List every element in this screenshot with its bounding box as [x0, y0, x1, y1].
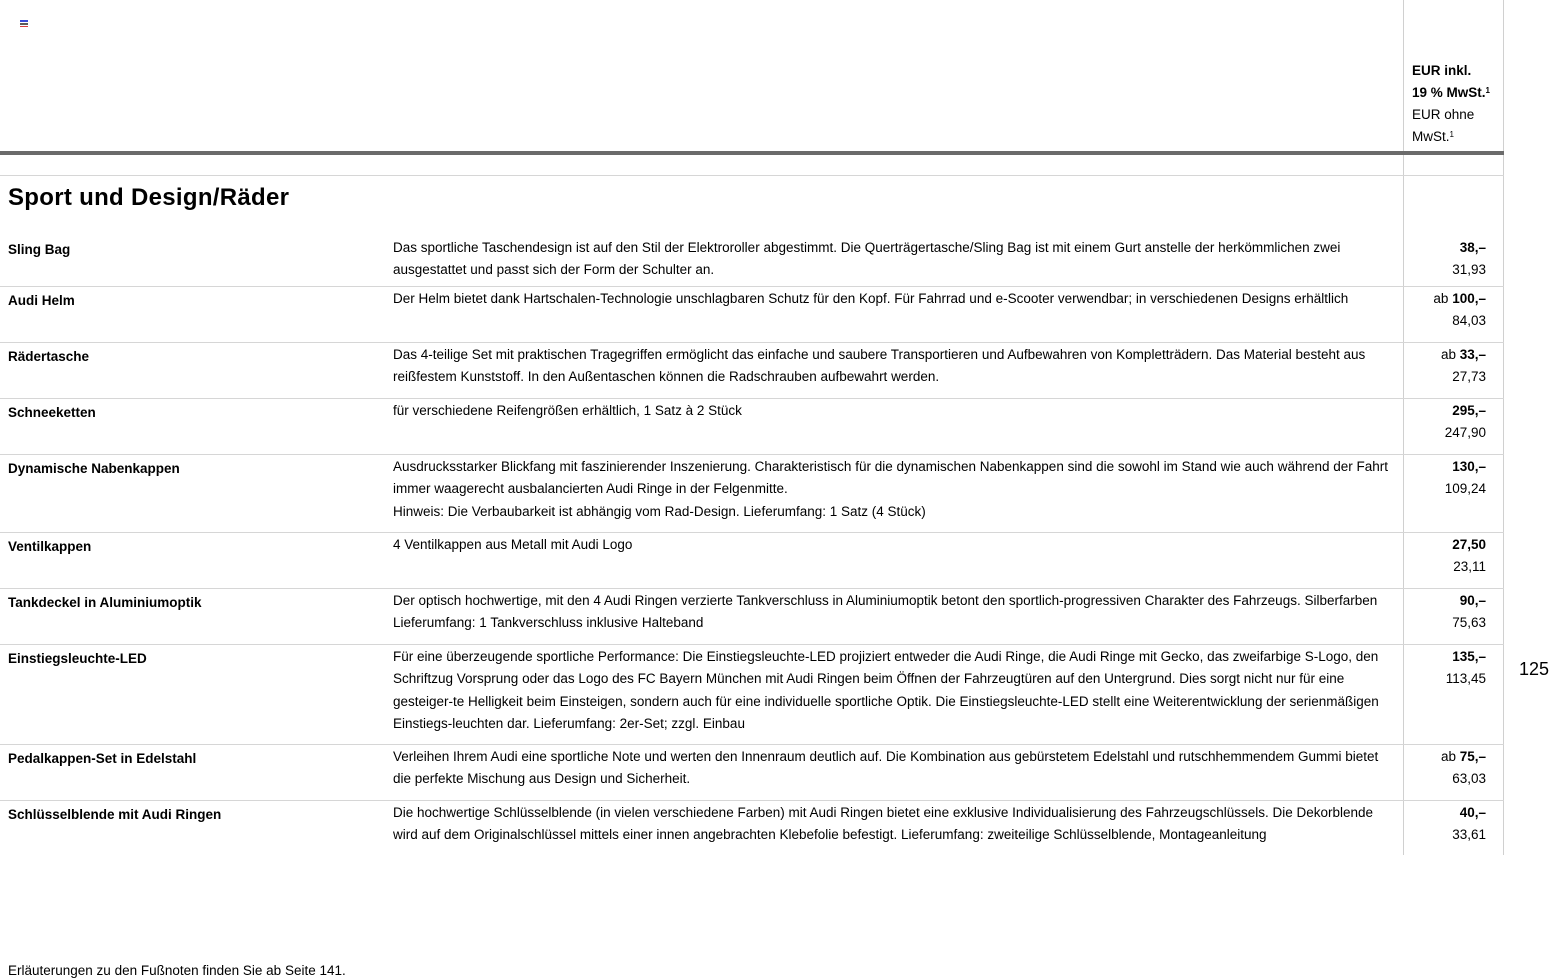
price-prefix: ab: [1440, 347, 1460, 362]
table-row: [0, 399, 1504, 455]
item-description: [393, 344, 1398, 389]
item-description-paragraph: Der Helm bietet dank Hartschalen-Technologie unschlagbaren Schutz für den Kopf. Für Fahrrad und e-Scooter verwendbar; in verschiedenen Designs erhältlich: [393, 291, 1349, 306]
price-gross: 135,–: [1452, 649, 1486, 664]
price-header-line3: EUR ohne: [1412, 107, 1475, 122]
item-price: [1396, 802, 1486, 847]
price-gross: 38,–: [1459, 240, 1486, 255]
price-prefix: ab: [1433, 291, 1453, 306]
price-header-line2: 19 % MwSt.: [1412, 85, 1486, 100]
price-gross: 295,–: [1452, 403, 1486, 418]
price-net: 27,73: [1452, 369, 1486, 385]
price-net: 109,24: [1444, 481, 1486, 497]
item-description-paragraph: Hinweis: Die Verbaubarkeit ist abhängig vom Rad-Design. Lieferumfang: 1 Satz (4 Stück): [393, 503, 926, 519]
price-net: 33,61: [1452, 827, 1486, 843]
item-description-paragraph: Das sportliche Taschendesign ist auf den Stil der Elektroroller abgestimmt. Die Querträgertasche/Sling Bag ist mit einem Gurt anstelle der herkömmlichen zwei ausgestattet und passt sich der Form der Schulter an.: [393, 240, 1341, 278]
table-row: [0, 343, 1504, 399]
item-price: [1396, 237, 1486, 282]
item-description: [393, 746, 1398, 791]
item-name: Pedalkappen-Set in Edelstahl: [8, 751, 197, 766]
accessory-table: [0, 236, 1504, 857]
item-price: [1396, 288, 1486, 333]
item-name: Einstiegsleuchte-LED: [8, 651, 147, 666]
price-prefix: ab: [1440, 749, 1460, 764]
item-name: Sling Bag: [8, 242, 71, 257]
price-net: 84,03: [1452, 313, 1486, 329]
item-description: [393, 802, 1398, 847]
price-gross: 27,50: [1452, 537, 1486, 552]
price-gross: 33,–: [1459, 347, 1486, 362]
table-row: [0, 589, 1504, 645]
item-price: [1396, 534, 1486, 579]
page-number: 125: [1519, 659, 1550, 679]
table-row: [0, 287, 1504, 343]
price-net: 31,93: [1452, 262, 1486, 278]
item-price: [1396, 344, 1486, 389]
item-description-paragraph: für verschiedene Reifengrößen erhältlich, 1 Satz à 2 Stück: [393, 403, 742, 418]
price-net: 113,45: [1445, 671, 1486, 687]
table-row: [0, 533, 1504, 589]
item-name: Schneeketten: [8, 405, 96, 420]
item-description-paragraph: Das 4-teilige Set mit praktischen Tragegriffen ermöglicht das einfache und saubere Transportieren und Aufbewahren von Kompletträdern. Das Material besteht aus reißfestem Kunststoff. In den Außentaschen können die Radschrauben aufbewahrt werden.: [393, 347, 1366, 385]
item-price: [1396, 646, 1486, 691]
table-row: [0, 645, 1504, 745]
item-description-paragraph: Für eine überzeugende sportliche Performance: Die Einstiegsleuchte-LED projiziert entweder die Audi Ringe, die Audi Ringe mit Gecko, das zweifarbige S-Logo, den Schriftzug Vorsprung oder das Logo des FC Bayern München mit Audi Ringen beim Öffnen der Fahrzeugtüren auf den Untergrund. Dies sorgt nicht nur für eine gesteiger-te Helligkeit beim Einsteigen, sondern auch für eine individuelle sportliche Optik. Die Einstiegsleuchte-LED stellt eine Weiterentwicklung der serienmäßigen Einstiegs-leuchten dar. Lieferumfang: 2er-Set; zzgl. Einbau: [393, 649, 1379, 732]
price-gross: 130,–: [1452, 459, 1486, 474]
table-row: [0, 745, 1504, 801]
item-name: Rädertasche: [8, 349, 90, 364]
item-price: [1396, 456, 1486, 501]
price-gross: 90,–: [1459, 593, 1486, 608]
table-row: [0, 801, 1504, 857]
item-description: [393, 400, 1398, 422]
price-column-header: [1412, 60, 1502, 148]
price-net: 75,63: [1452, 615, 1486, 631]
item-description-paragraph: Ausdrucksstarker Blickfang mit faszinierender Inszenierung. Charakteristisch für die dynamischen Nabenkappen sind die sowohl im Stand wie auch während der Fahrt immer waagerecht ausbalancierten Audi Ringe in der Felgenmitte.: [393, 459, 1388, 497]
item-description-paragraph: Die hochwertige Schlüsselblende (in vielen verschiedene Farben) mit Audi Ringen bietet eine exklusive Individualisierung des Fahrzeugschlüssels. Die Dekorblende wird auf dem Originalschlüssel mittels einer innen angebrachten Klebefolie befestigt. Lieferumfang: zweiteilige Schlüsselblende, Montageanleitung: [393, 805, 1374, 843]
item-description-paragraph: Der optisch hochwertige, mit den 4 Audi Ringen verzierte Tankverschluss in Aluminiumoptik betont den sportlich-progressiven Charakter des Fahrzeugs. Silberfarben: [393, 593, 1378, 608]
price-gross: 100,–: [1452, 291, 1486, 306]
item-description: [393, 590, 1398, 635]
section-divider: [0, 175, 1504, 176]
item-description: [393, 237, 1398, 282]
item-description: [393, 288, 1398, 310]
price-net: 63,03: [1452, 771, 1486, 787]
item-price: [1396, 400, 1486, 445]
price-header-line1: EUR inkl.: [1412, 63, 1472, 78]
item-name: Tankdeckel in Aluminiumoptik: [8, 595, 202, 610]
item-name: Audi Helm: [8, 293, 75, 308]
item-description-paragraph: 4 Ventilkappen aus Metall mit Audi Logo: [393, 537, 633, 552]
table-row: [0, 236, 1504, 287]
item-description-paragraph: Lieferumfang: 1 Tankverschluss inklusive Halteband: [393, 615, 704, 631]
item-price: [1396, 590, 1486, 635]
price-net: 23,11: [1453, 559, 1486, 575]
item-name: Ventilkappen: [8, 539, 92, 554]
item-description-paragraph: Verleihen Ihrem Audi eine sportliche Note und werten den Innenraum deutlich auf. Die Kombination aus gebürstetem Edelstahl und rutschhemmendem Gummi bietet die perfekte Mischung aus Design und Sicherheit.: [393, 749, 1379, 787]
price-gross: 75,–: [1459, 749, 1486, 764]
header-divider: [0, 151, 1504, 155]
section-title: Sport und Design/Räder: [8, 184, 290, 211]
item-description: [393, 646, 1398, 736]
item-description: [393, 534, 1398, 556]
flag-icon: [20, 20, 28, 27]
item-name: Schlüsselblende mit Audi Ringen: [8, 807, 222, 822]
price-gross: 40,–: [1459, 805, 1486, 820]
table-row: [0, 455, 1504, 533]
item-price: [1396, 746, 1486, 791]
price-header-line4: MwSt.: [1412, 129, 1450, 144]
footnote: Erläuterungen zu den Fußnoten finden Sie ab Seite 141.: [8, 963, 346, 978]
footnote-marker: 1: [1449, 130, 1454, 139]
price-net: 247,90: [1444, 425, 1486, 441]
footnote-marker: 1: [1485, 86, 1490, 95]
item-description: [393, 456, 1398, 523]
item-name: Dynamische Nabenkappen: [8, 461, 180, 476]
